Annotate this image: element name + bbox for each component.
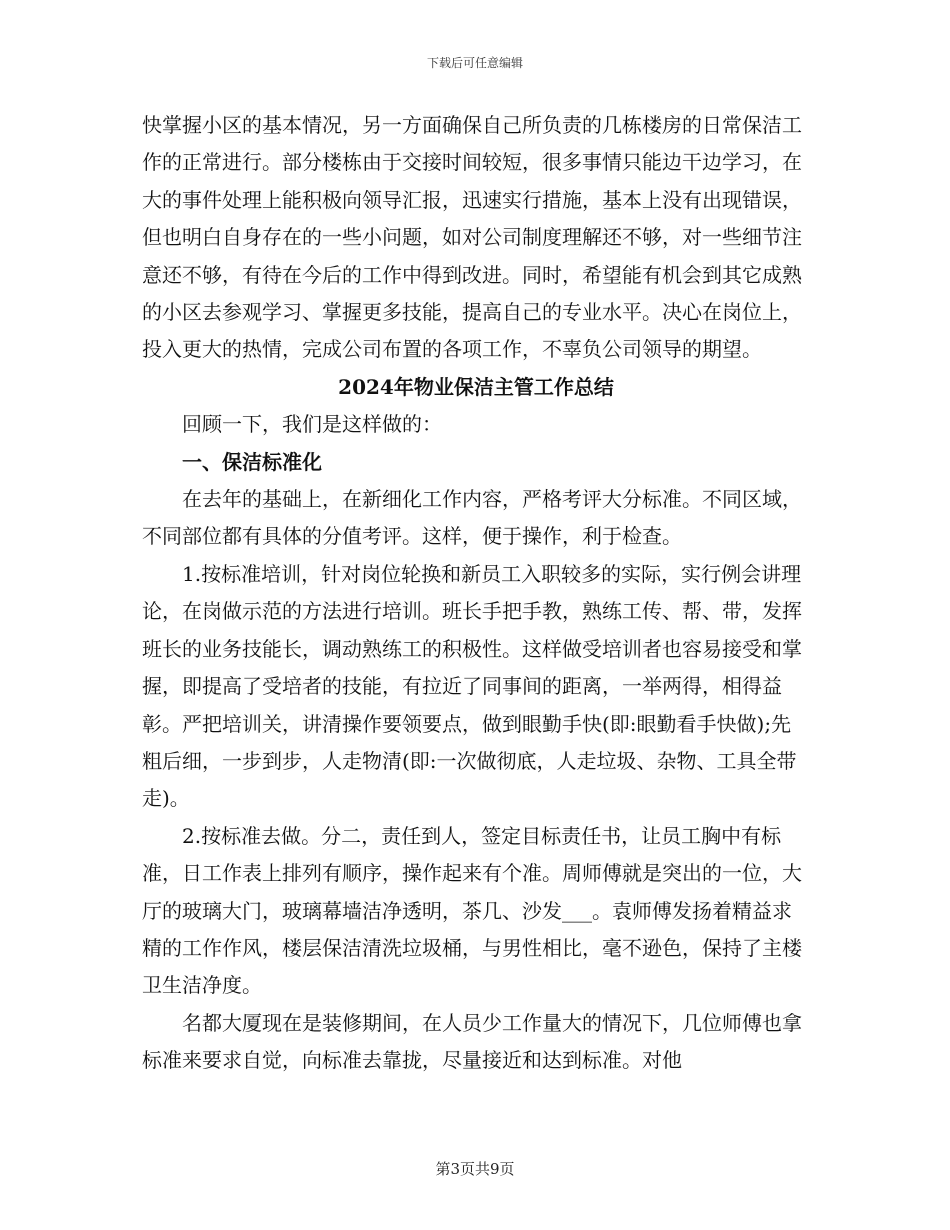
page-header: 下载后可任意编辑 — [426, 56, 523, 70]
review-line: 回顾一下，我们是这样做的： — [182, 412, 442, 437]
mingdu-paragraph: 名都大厦现在是装修期间，在人员少工作量大的情况下，几位师傅也拿标准来要求自觉，向标准去靠拢，尽量接近和达到标准。对他 — [142, 1010, 802, 1073]
page-number: 第3页共9页 — [435, 1160, 515, 1178]
standard-paragraph: 在去年的基础上，在新细化工作内容，严格考评大分标准。不同区域，不同部位都有具体的分值考评。这样，便于操作，利于检查。 — [142, 487, 802, 549]
document-title: 2024年物业保洁主管工作总结 — [338, 374, 614, 399]
section-heading: 一、保洁标准化 — [182, 449, 322, 474]
item-1-paragraph: 1.按标准培训，针对岗位轮换和新员工入职较多的实际，实行例会讲理论，在岗做示范的方法进行培训。班长手把手教，熟练工传、帮、带，发挥班长的业务技能长，调动熟练工的积极性。这样做受培训者也容易接受和掌握，即提高了受培者的技能，有拉近了同事间的距离，一举两得，相得益彰。严把培训关，讲清操作要领要点，做到眼勤手快(即:眼勤看手快做);先粗后细，一步到步，人走物清(即:一次做彻底，人走垃圾、杂物、工具全带走)。 — [142, 561, 802, 811]
item-2-paragraph: 2.按标准去做。分二，责任到人，签定目标责任书，让员工胸中有标准，日工作表上排列有顺序，操作起来有个准。周师傅就是突出的一位，大厅的玻璃大门，玻璃幕墙洁净透明，茶几、沙发___。袁师傅发扬着精益求精的工作作风，楼层保洁清洗垃圾桶，与男性相比，毫不逊色，保持了主楼卫生洁净度。 — [142, 823, 802, 998]
document-body — [142, 107, 810, 1080]
intro-paragraph: 快掌握小区的基本情况，另一方面确保自己所负责的几栋楼房的日常保洁工作的正常进行。部分楼栋由于交接时间较短，很多事情只能边干边学习，在大的事件处理上能积极向领导汇报，迅速实行措施，基本上没有出现错误，但也明白自身存在的一些小问题，如对公司制度理解还不够，对一些细节注意还不够，有待在今后的工作中得到改进。同时，希望能有机会到其它成熟的小区去参观学习、掌握更多技能，提高自己的专业水平。决心在岗位上，投入更大的热情，完成公司布置的各项工作，不辜负公司领导的期望。 — [142, 113, 802, 362]
